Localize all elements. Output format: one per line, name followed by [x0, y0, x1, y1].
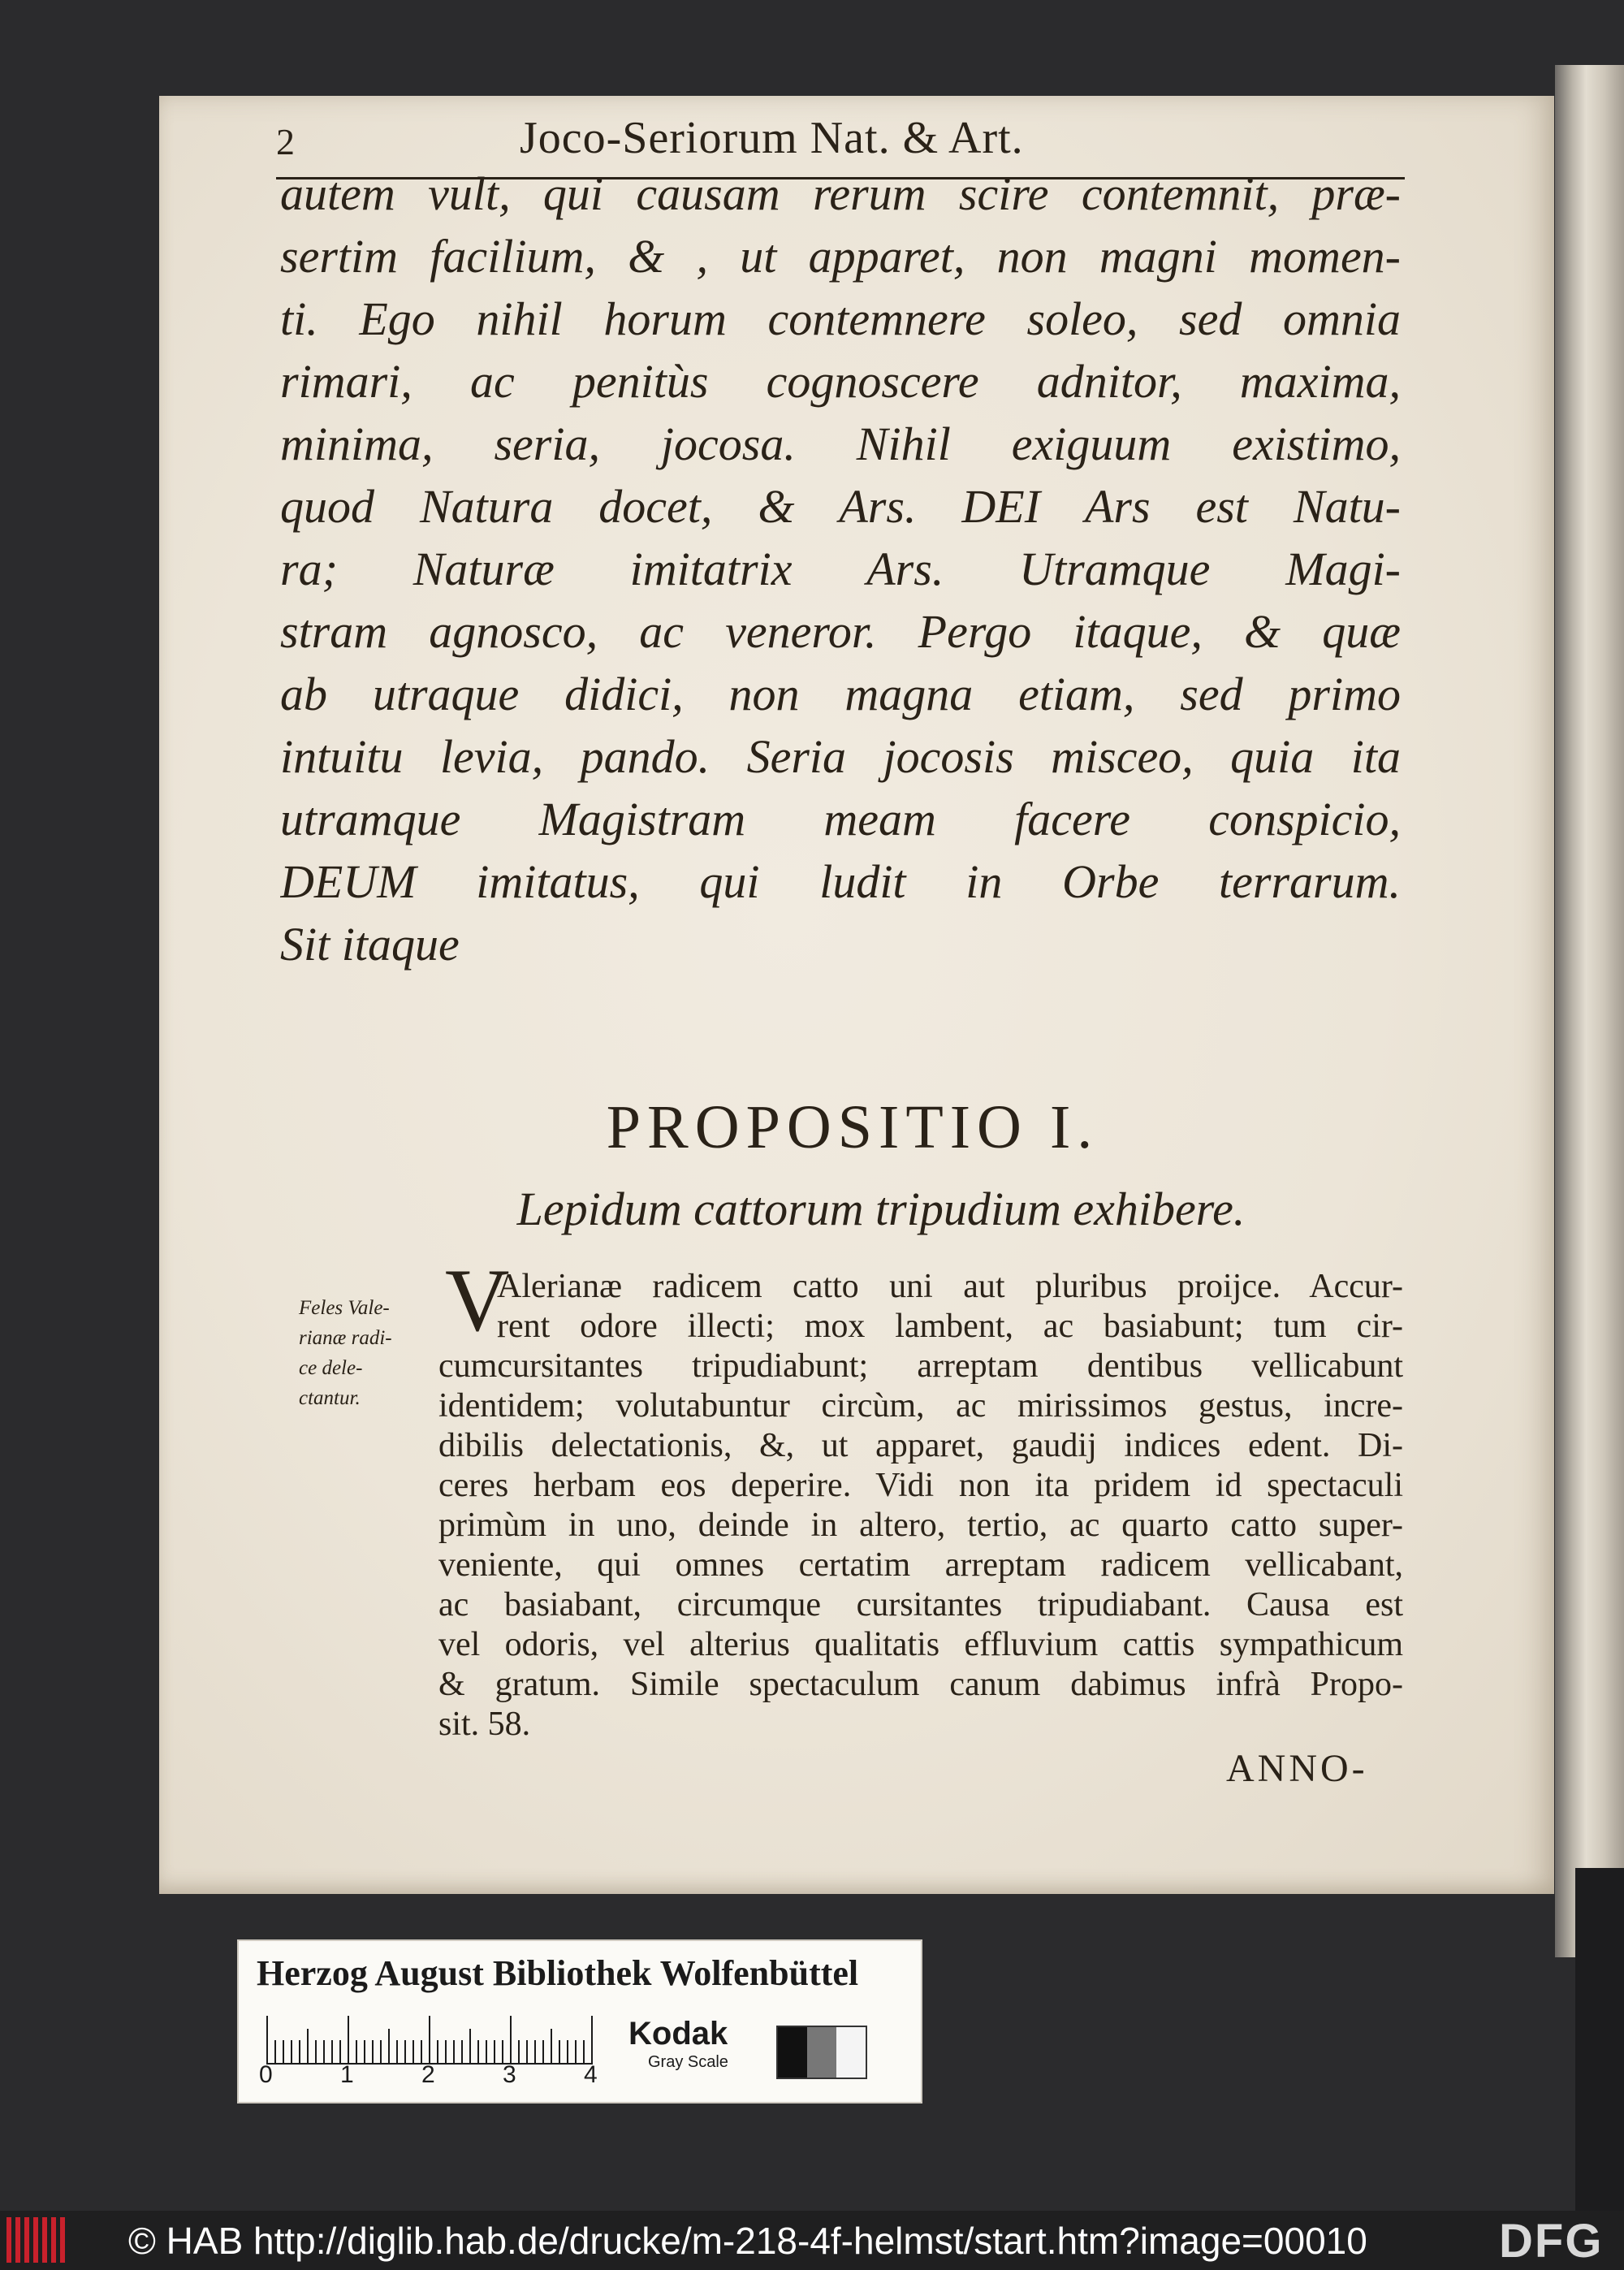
text-line: autem vult, qui causam rerum scire contemnit, præ-	[280, 167, 1401, 220]
text-line: sit. 58.	[438, 1706, 531, 1743]
book-cover-edge	[1575, 1868, 1624, 2242]
text-line: minima, seria, jocosa. Nihil exiguum existimo,	[280, 417, 1401, 470]
marginal-note	[299, 1293, 421, 1413]
drop-initial: V	[445, 1251, 510, 1350]
text-line: rent odore illecti; mox lambent, ac basiabunt; tum cir-	[497, 1308, 1403, 1345]
text-line: ab utraque didici, non magna etiam, sed primo	[280, 668, 1401, 720]
proposition-subheading: Lepidum cattorum tripudium exhibere.	[516, 1183, 1246, 1235]
running-head: Joco-Seriorum Nat. & Art.	[520, 113, 1024, 163]
marginal-note-line: ce dele-	[299, 1357, 363, 1379]
text-line: ti. Ego nihil horum contemnere soleo, sed omnia	[280, 292, 1401, 345]
ruler-number: 3	[503, 2061, 516, 2088]
dfg-logo: DFG	[1499, 2215, 1604, 2268]
hab-logo-icon	[6, 2217, 70, 2263]
scale-ruler	[263, 2013, 604, 2065]
text-line: intuitu levia, pando. Seria jocosis misceo, quia ita	[280, 730, 1401, 783]
text-line: DEUM imitatus, qui ludit in Orbe terrarum.	[280, 855, 1401, 908]
footer-bar	[0, 2211, 1624, 2270]
text-line: quod Natura docet, & Ars. DEI Ars est Natu-	[280, 480, 1401, 533]
gray-swatch-white	[836, 2027, 866, 2078]
text-line: ceres herbam eos deperire. Vidi non ita pridem id spectaculi	[438, 1467, 1403, 1504]
kodak-brand: Kodak	[628, 2016, 728, 2052]
gray-swatch-black	[778, 2027, 807, 2078]
gray-swatch-mid	[807, 2027, 836, 2078]
text-line: primùm in uno, deinde in altero, tertio, ac quarto catto super-	[438, 1507, 1403, 1544]
text-line: identidem; volutabuntur circùm, ac mirissimos gestus, incre-	[438, 1387, 1403, 1425]
ruler-number: 4	[584, 2061, 598, 2088]
page-number: 2	[276, 121, 295, 162]
text-line: veniente, qui omnes certatim arreptam radicem vellicabant,	[438, 1546, 1403, 1584]
library-name: Herzog August Bibliothek Wolfenbüttel	[257, 1953, 859, 1993]
text-line: cumcursitantes tripudiabunt; arreptam dentibus vellicabunt	[438, 1347, 1403, 1385]
marginal-note-line: ctantur.	[299, 1387, 361, 1409]
library-color-chart-label	[237, 1939, 922, 2104]
ruler-number: 0	[259, 2061, 273, 2088]
text-line: dibilis delectationis, &, ut apparet, gaudij indices edent. Di-	[438, 1427, 1403, 1464]
text-line: Alerianæ radicem catto uni aut pluribus proijce. Accur-	[497, 1268, 1403, 1305]
catchword: ANNO-	[1226, 1747, 1368, 1790]
text-line: & gratum. Simile spectaculum canum dabimus infrà Propo-	[438, 1666, 1403, 1703]
text-line: sertim facilium, & , ut apparet, non magni momen-	[280, 230, 1401, 283]
text-line: ac basiabant, circumque cursitantes tripudiabant. Causa est	[438, 1586, 1403, 1624]
proposition-heading: PROPOSITIO I.	[606, 1093, 1099, 1161]
marginal-note-line: rianæ radi-	[299, 1327, 392, 1349]
text-line: utramque Magistram meam facere conspicio,	[280, 793, 1401, 845]
ruler-number: 1	[340, 2061, 354, 2088]
gray-scale-swatches	[776, 2026, 867, 2079]
footer-copyright-url[interactable]: © HAB http://diglib.hab.de/drucke/m-218-4f-helmst/start.htm?image=00010	[128, 2220, 1367, 2262]
adjacent-page-edge	[1555, 65, 1624, 1957]
text-line: rimari, ac penitùs cognoscere adnitor, maxima,	[280, 355, 1401, 408]
italic-paragraph	[280, 162, 1401, 975]
kodak-gray-scale: Gray Scale	[648, 2053, 728, 2071]
text-line: ra; Naturæ imitatrix Ars. Utramque Magi-	[280, 543, 1401, 595]
text-line: stram agnosco, ac veneror. Pergo itaque, & quæ	[280, 605, 1401, 658]
text-line: vel odoris, vel alterius qualitatis effluvium cattis sympathicum	[438, 1626, 1403, 1663]
marginal-note-line: Feles Vale-	[299, 1297, 390, 1319]
text-line: Sit itaque	[280, 918, 460, 971]
body-paragraph	[438, 1267, 1403, 1745]
ruler-number: 2	[421, 2061, 435, 2088]
